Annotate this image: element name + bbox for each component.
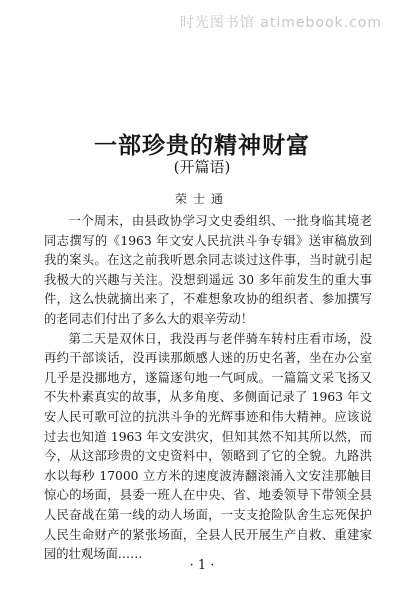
- page-subtitle: (开篇语): [173, 158, 231, 176]
- page-number: · 1 ·: [189, 558, 215, 573]
- article-body: [44, 212, 372, 565]
- page-title: 一部珍贵的精神财富: [94, 132, 310, 159]
- paragraph: 第二天是双休日，我没再与老伴骑车转村庄看市场，没再约干部谈话，没再读那颇感人迷的历史名著，坐在办公室几乎是没挪地方，遂篇逐句地一气呵成。一篇篇文采飞扬又不失朴素真实的故事，从多角度、多侧面记录了 1963 年文安人民可歌可泣的抗洪斗争的光辉事迹和伟大精神。应该说过去也知道 1963 年文安洪灾，但知其然不知其所以然，而今，从这部珍贵的文史资料中，领略到了它的全貌。九路洪水以每秒 17000 立方米的速度波涛翻滚涌入文安洼那触目惊心的场面，县委一班人在中央、省、地委领导下带领全县人民奋战在第一线的动人场面，一支支抢险队舍生忘死保护人民生命财产的紧张场面，全县人民开展生产自救、重建家园的壮观场面……: [44, 331, 372, 562]
- watermark: 时光图书馆 atimebook.com: [179, 15, 382, 31]
- author-name: 荣士通: [174, 192, 229, 206]
- paragraph: 一个周末，由县政协学习文史委组织、一批身临其境老同志撰写的《1963 年文安人民抗洪斗争专辑》送审稿放到我的案头。在这之前我听恩余同志谈过这件事，当时就引起我极大的兴趣与关注。没想到遥远 30 多年前发生的重大事件，这么快就摘出来了，不难想象攻协的组织者、参加撰写的老同志们付出了多么大的艰辛劳动！: [44, 214, 372, 326]
